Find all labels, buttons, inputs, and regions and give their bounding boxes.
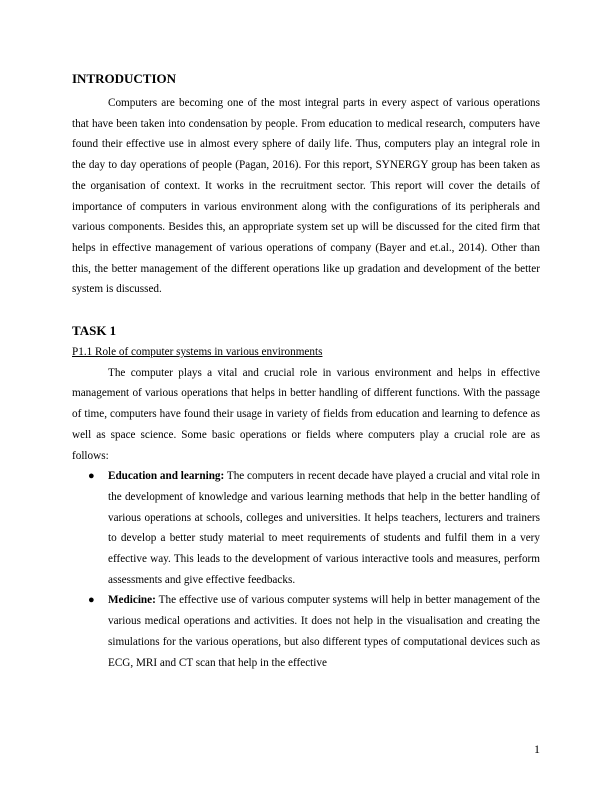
task1-subheading: P1.1 Role of computer systems in various environments [72, 346, 323, 359]
task1-heading: TASK 1 [72, 323, 117, 339]
bullet-education [72, 466, 540, 590]
task1-paragraph: The computer plays a vital and crucial role in various environment and helps in effective management of various operations that helps in better handling of different functions. With the passage of time, computers have found their usage in variety of fields from education and learning to defence as well as space science. Some basic operations or fields where computers play a crucial role are as follows: [72, 366, 540, 462]
bullet-icon: ● [88, 594, 95, 607]
task1-bullet-list [72, 466, 540, 673]
bullet-term: Education and learning: [108, 470, 225, 483]
bullet-text: The effective use of various computer systems will help in better management of the various medical operations and activities. It does not help in the visualisation and creating the simulations for the various operations, but also different types of computational devices such as ECG, MRI and CT scan that help in the effective [108, 594, 540, 669]
introduction-heading: INTRODUCTION [72, 71, 177, 86]
page-content [72, 70, 540, 673]
introduction-paragraph: Computers are becoming one of the most integral parts in every aspect of various operations that have been taken into condensation by people. From education to medical research, computers have found their effective use in almost every sphere of daily life. Thus, computers play an integral role in the day to day operations of people (Pagan, 2016). For this report, SYNERGY group has been taken as the organisation of context. It works in the recruitment sector. This report will cover the details of importance of computers in various environment along with the configurations of its peripherals and various components. Besides this, an appropriate system set up will be discussed for the cited firm that helps in effective management of various operations of company (Bayer and et.al., 2014). Other than this, the better management of the different operations like up gradation and development of the better system is discussed. [72, 97, 540, 296]
bullet-medicine [72, 590, 540, 673]
bullet-term: Medicine: [108, 594, 156, 607]
bullet-text: The computers in recent decade have played a crucial and vital role in the development of knowledge and various learning methods that help in the better handling of various operations at schools, colleges and universities. It helps teachers, lecturers and trainers to develop a better study material to meet requirements of students and fulfil them in a very effective way. This leads to the development of various interactive tools and measures, perform assessments and give effective feedbacks. [108, 470, 540, 586]
bullet-icon: ● [88, 470, 95, 483]
page-number: 1 [534, 742, 540, 756]
